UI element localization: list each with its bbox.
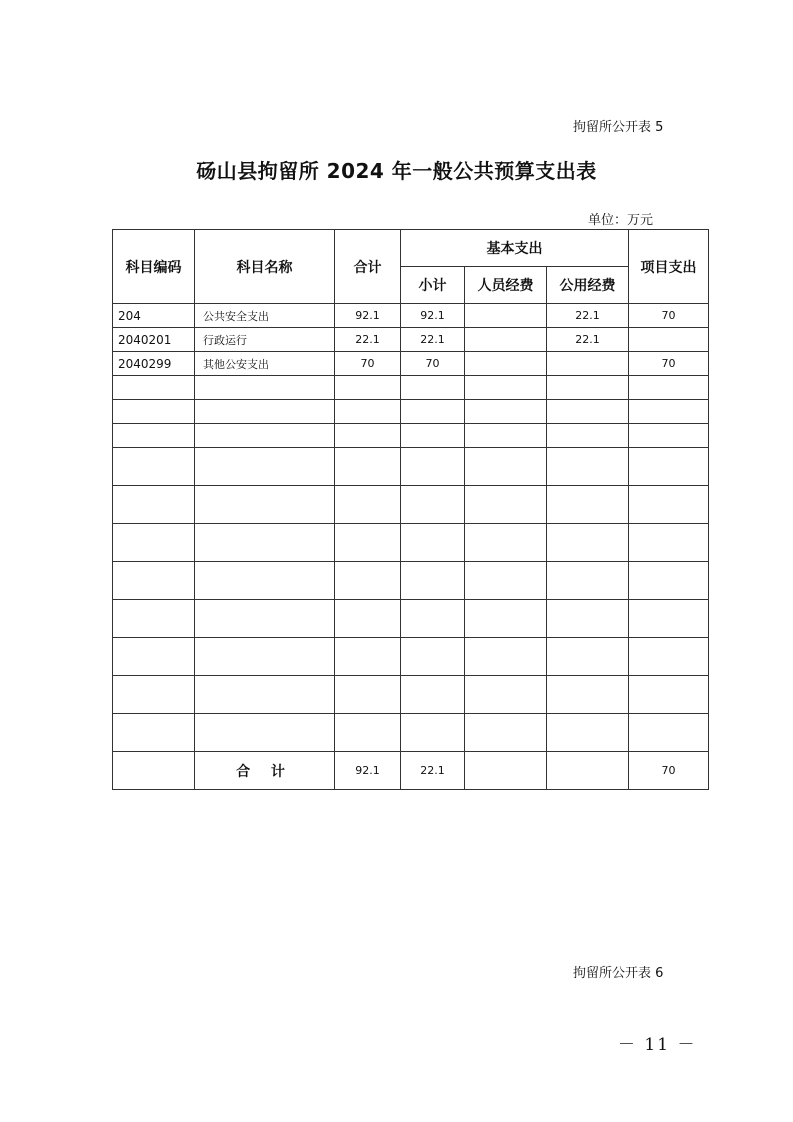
cell-project <box>629 328 709 352</box>
table-number: 拘留所公开表 5 <box>573 120 664 135</box>
page-number: － 11 － <box>618 1035 697 1055</box>
cell-name: 行政运行 <box>195 328 335 352</box>
header-project: 项目支出 <box>629 230 709 304</box>
totals-row <box>113 752 709 790</box>
header-personnel: 人员经费 <box>465 267 547 304</box>
cell-total: 22.1 <box>335 328 401 352</box>
empty-row <box>113 400 709 424</box>
cell-project: 70 <box>629 352 709 376</box>
cell-total: 92.1 <box>335 304 401 328</box>
cell-public: 22.1 <box>547 328 629 352</box>
totals-subtotal: 22.1 <box>401 752 465 790</box>
header-name: 科目名称 <box>195 230 335 304</box>
header-total: 合计 <box>335 230 401 304</box>
next-table-number: 拘留所公开表 6 <box>573 966 664 981</box>
empty-row <box>113 448 709 486</box>
totals-code-cell <box>113 752 195 790</box>
cell-code: 2040201 <box>113 328 195 352</box>
header-public: 公用经费 <box>547 267 629 304</box>
empty-row <box>113 638 709 676</box>
cell-public: 22.1 <box>547 304 629 328</box>
header-subtotal: 小计 <box>401 267 465 304</box>
header-code: 科目编码 <box>113 230 195 304</box>
cell-subtotal: 70 <box>401 352 465 376</box>
totals-personnel <box>465 752 547 790</box>
budget-table <box>112 229 709 790</box>
empty-row <box>113 676 709 714</box>
cell-subtotal: 92.1 <box>401 304 465 328</box>
table-row <box>113 352 709 376</box>
cell-code: 2040299 <box>113 352 195 376</box>
cell-personnel <box>465 352 547 376</box>
empty-row <box>113 486 709 524</box>
totals-project: 70 <box>629 752 709 790</box>
header-basic: 基本支出 <box>401 230 629 267</box>
totals-label: 合 计 <box>195 752 335 790</box>
empty-row <box>113 376 709 400</box>
cell-name: 其他公安支出 <box>195 352 335 376</box>
cell-code: 204 <box>113 304 195 328</box>
page-title: 砀山县拘留所 2024 年一般公共预算支出表 <box>196 159 597 183</box>
empty-row <box>113 600 709 638</box>
cell-subtotal: 22.1 <box>401 328 465 352</box>
empty-row <box>113 562 709 600</box>
unit-label: 单位：万元 <box>588 213 654 228</box>
cell-project: 70 <box>629 304 709 328</box>
totals-public <box>547 752 629 790</box>
table-row <box>113 328 709 352</box>
empty-row <box>113 714 709 752</box>
empty-row <box>113 524 709 562</box>
empty-row <box>113 424 709 448</box>
totals-total: 92.1 <box>335 752 401 790</box>
cell-personnel <box>465 328 547 352</box>
cell-public <box>547 352 629 376</box>
cell-name: 公共安全支出 <box>195 304 335 328</box>
table-row <box>113 304 709 328</box>
cell-personnel <box>465 304 547 328</box>
cell-total: 70 <box>335 352 401 376</box>
